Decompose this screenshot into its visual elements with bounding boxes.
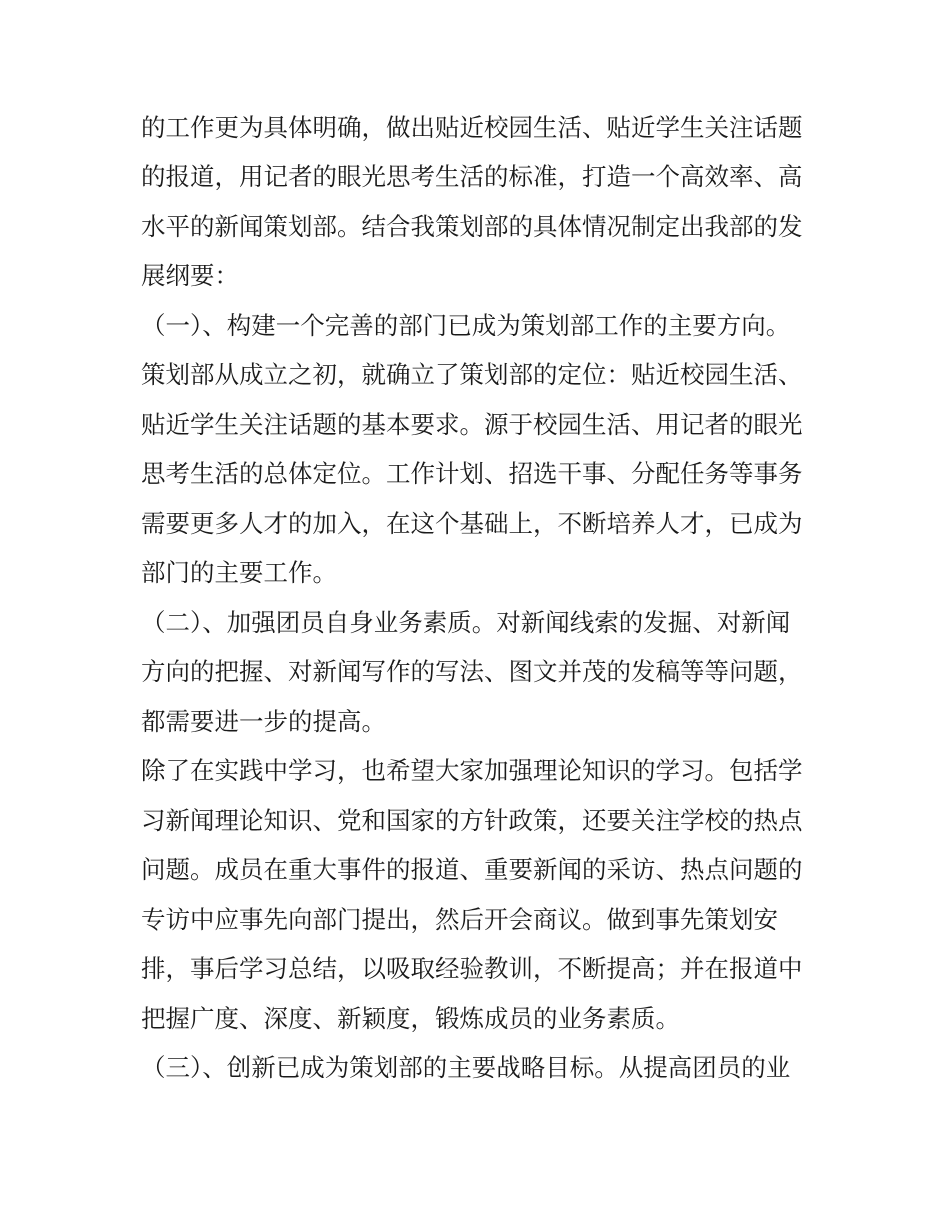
text-line-3: 水平的新闻策划部。结合我策划部的具体情况制定出我部的发: [141, 212, 803, 241]
text-line-10: 部门的主要工作。: [141, 558, 337, 587]
text-line-8: 思考生活的总体定位。工作计划、招选干事、分配任务等事务: [141, 459, 803, 488]
text-line-13: 都需要进一步的提高。: [141, 707, 386, 736]
text-line-2: 的报道，用记者的眼光思考生活的标准，打造一个高效率、高: [141, 162, 803, 191]
text-line-11: （二）、加强团员自身业务素质。对新闻线索的发掘、对新闻: [141, 608, 791, 637]
text-line-9: 需要更多人才的加入，在这个基础上，不断培养人才，已成为: [141, 509, 803, 538]
text-line-6: 策划部从成立之初，就确立了策划部的定位：贴近校园生活、: [141, 360, 803, 389]
text-line-4: 展纲要：: [141, 261, 239, 290]
text-line-16: 问题。成员在重大事件的报道、重要新闻的采访、热点问题的: [141, 855, 803, 884]
text-line-19: 把握广度、深度、新颖度，锻炼成员的业务素质。: [141, 1004, 680, 1033]
text-line-5: （一）、构建一个完善的部门已成为策划部工作的主要方向。: [141, 311, 791, 340]
text-line-14: 除了在实践中学习，也希望大家加强理论知识的学习。包括学: [141, 756, 803, 785]
text-line-7: 贴近学生关注话题的基本要求。源于校园生活、用记者的眼光: [141, 410, 803, 439]
text-line-20: （三）、创新已成为策划部的主要战略目标。从提高团员的业: [141, 1053, 791, 1082]
text-line-17: 专访中应事先向部门提出，然后开会商议。做到事先策划安: [141, 905, 778, 934]
text-line-12: 方向的把握、对新闻写作的写法、图文并茂的发稿等等问题，: [141, 657, 803, 686]
text-line-18: 排，事后学习总结，以吸取经验教训，不断提高；并在报道中: [141, 954, 803, 983]
text-line-1: 的工作更为具体明确，做出贴近校园生活、贴近学生关注话题: [141, 113, 803, 142]
text-line-15: 习新闻理论知识、党和国家的方针政策，还要关注学校的热点: [141, 806, 803, 835]
